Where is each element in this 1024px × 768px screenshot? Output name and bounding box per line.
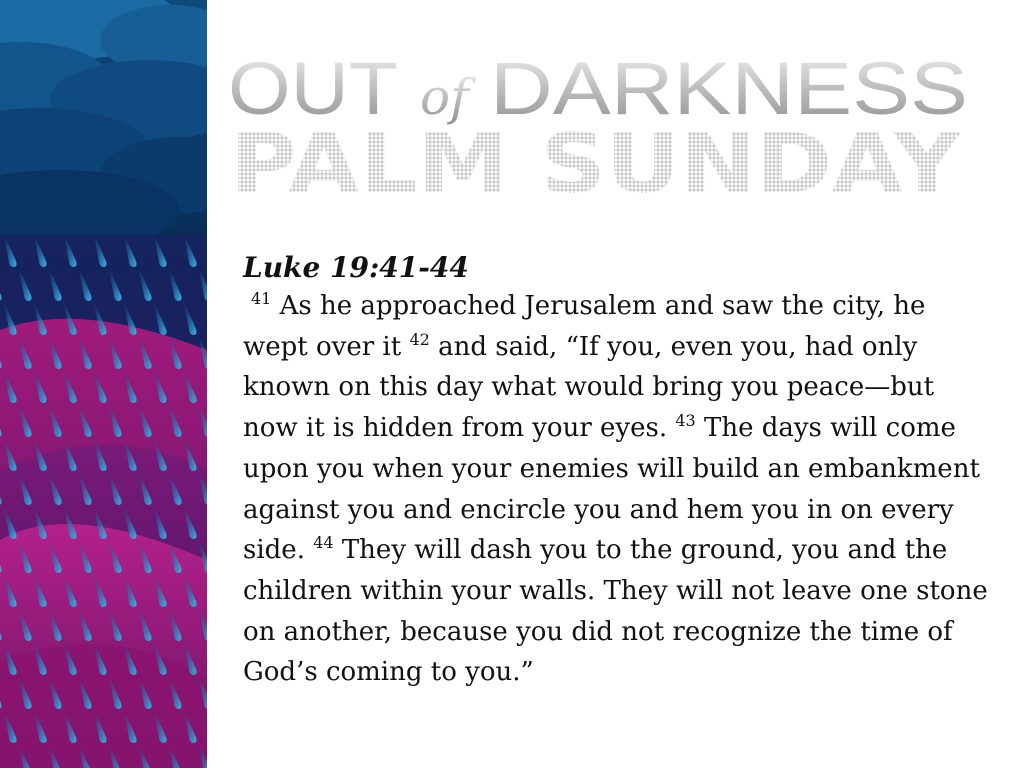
verse-text: and said, “If you, even you, had only known on this day what would bring you peace—but now it is hidden from your eyes.: [243, 331, 935, 444]
verse-number: 43: [675, 411, 696, 431]
scripture-reference: Luke 19:41-44: [243, 251, 469, 284]
verse-text: As he approached Jerusalem and saw the city, he wept over it: [243, 291, 926, 362]
verse-number: 42: [409, 329, 430, 349]
scripture-passage: [243, 250, 988, 693]
title-darkness: DARKNESS: [490, 47, 968, 130]
verse-number: 44: [313, 533, 334, 553]
verse-text: They will dash you to the ground, you and the children within your walls. They will not leave one stone on another, because you did not recognize the time of God’s coming to you.”: [243, 535, 988, 688]
rain-over-hills-illustration: [0, 0, 207, 768]
title-out: OUT: [228, 47, 398, 130]
sky-clouds: [0, 0, 207, 250]
sermon-series-title: [228, 47, 988, 212]
scripture-text: [243, 286, 988, 693]
verse-number: 41: [251, 289, 272, 308]
verse-text: The days will come upon you when your enemies will build an embankment against you and encircle you and hem you in on every side.: [243, 413, 980, 566]
title-of: of: [420, 68, 469, 126]
subtitle-palm-sunday: PALM SUNDAY: [230, 117, 962, 212]
